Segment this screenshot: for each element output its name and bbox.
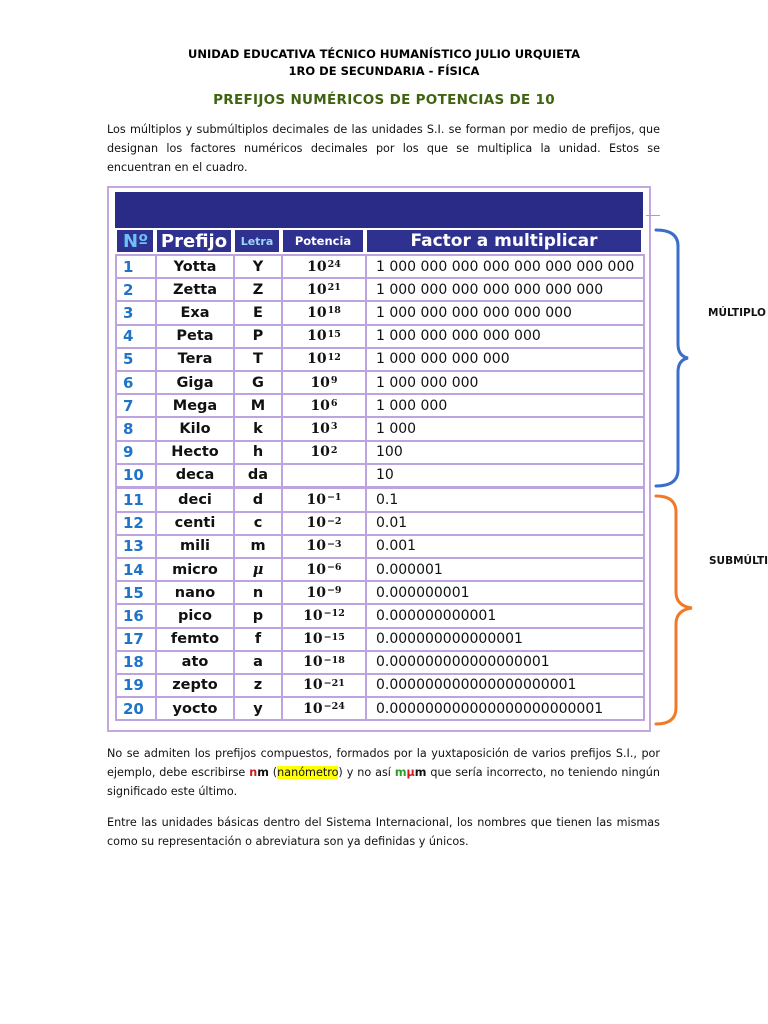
- row-factor: 1 000 000: [365, 393, 645, 418]
- table-row: [115, 347, 643, 370]
- page-title: PREFIJOS NUMÉRICOS DE POTENCIAS DE 10: [213, 92, 555, 108]
- row-letter: Y: [233, 254, 283, 279]
- power-exponent: 24: [327, 259, 341, 271]
- table-row: [115, 440, 643, 463]
- row-factor: 1 000 000 000: [365, 370, 645, 395]
- row-number: 6: [115, 370, 157, 395]
- row-letter: n: [233, 580, 283, 605]
- row-power: [281, 696, 367, 721]
- row-factor: 1 000 000 000 000: [365, 347, 645, 372]
- row-power: [281, 347, 367, 372]
- power-base: 10: [306, 538, 326, 555]
- table-column-headers: [115, 228, 643, 254]
- prefix-table: [107, 186, 651, 732]
- compound-prefix-paragraph: [107, 744, 660, 801]
- col-prefix: Prefijo: [155, 228, 233, 254]
- row-factor: 1 000 000 000 000 000 000: [365, 300, 645, 325]
- power-exponent: −15: [323, 631, 345, 643]
- power-exponent: 18: [327, 305, 341, 317]
- row-factor: 100: [365, 440, 645, 465]
- power-exponent: 12: [327, 351, 341, 363]
- row-prefix: Kilo: [155, 416, 235, 441]
- row-number: 19: [115, 673, 157, 698]
- row-power: [281, 300, 367, 325]
- row-number: 9: [115, 440, 157, 465]
- row-letter: y: [233, 696, 283, 721]
- row-number: 12: [115, 511, 157, 536]
- row-power: [281, 580, 367, 605]
- row-power: [281, 440, 367, 465]
- power-exponent: −12: [323, 608, 345, 620]
- row-factor: 0.000000000000000001: [365, 650, 645, 675]
- row-prefix: pico: [155, 603, 235, 628]
- power-exponent: −2: [326, 515, 342, 527]
- row-prefix: deci: [155, 487, 235, 512]
- mili-m-letter: m: [394, 766, 407, 779]
- row-letter: d: [233, 487, 283, 512]
- row-power: [281, 370, 367, 395]
- row-factor: 0.001: [365, 534, 645, 559]
- row-power: [281, 650, 367, 675]
- row-letter: M: [233, 393, 283, 418]
- row-power: [281, 277, 367, 302]
- power-exponent: −18: [323, 654, 345, 666]
- power-exponent: 15: [327, 328, 341, 340]
- row-factor: 0.000000000000000000001: [365, 673, 645, 698]
- table-row: [115, 534, 643, 557]
- para2-text-b: (: [268, 766, 278, 779]
- row-letter: Z: [233, 277, 283, 302]
- power-base: 10: [310, 420, 330, 437]
- para2-text-a: No se admiten los prefijos compuestos, formados por la yuxtaposición de varios prefijos S.I., por ejemplo, debe escribirse: [107, 747, 660, 779]
- row-letter: P: [233, 324, 283, 349]
- row-factor: 0.000000000000001: [365, 627, 645, 652]
- meter-m-letter: m: [257, 766, 269, 779]
- course-name: 1RO DE SECUNDARIA - FÍSICA: [288, 64, 480, 78]
- row-number: 16: [115, 603, 157, 628]
- power-base: 10: [310, 374, 330, 391]
- table-row: [115, 393, 643, 416]
- row-letter: μ: [233, 557, 283, 582]
- table-row: [115, 277, 643, 300]
- row-factor: 10: [365, 463, 645, 488]
- meter2-m-letter: m: [414, 766, 427, 779]
- table-header-band: [115, 192, 643, 228]
- row-prefix: mili: [155, 534, 235, 559]
- table-row: [115, 580, 643, 603]
- row-letter: p: [233, 603, 283, 628]
- row-prefix: Yotta: [155, 254, 235, 279]
- row-prefix: micro: [155, 557, 235, 582]
- row-prefix: Hecto: [155, 440, 235, 465]
- row-factor: 1 000 000 000 000 000: [365, 324, 645, 349]
- row-number: 11: [115, 487, 157, 512]
- row-number: 5: [115, 347, 157, 372]
- row-power: [281, 324, 367, 349]
- row-number: 7: [115, 393, 157, 418]
- row-power: [281, 487, 367, 512]
- row-factor: 0.000001: [365, 557, 645, 582]
- row-power: [281, 557, 367, 582]
- row-prefix: zepto: [155, 673, 235, 698]
- row-number: 3: [115, 300, 157, 325]
- row-prefix: nano: [155, 580, 235, 605]
- col-letter: Letra: [233, 228, 281, 254]
- row-factor: 0.000000000000000000000001: [365, 696, 645, 721]
- power-base: 10: [306, 491, 326, 508]
- power-base: 10: [307, 304, 327, 321]
- row-prefix: Exa: [155, 300, 235, 325]
- row-letter: m: [233, 534, 283, 559]
- col-power: Potencia: [281, 228, 365, 254]
- stray-mark: [646, 215, 660, 216]
- power-base: 10: [306, 515, 326, 532]
- row-power: [281, 603, 367, 628]
- row-power: [281, 463, 367, 488]
- row-number: 1: [115, 254, 157, 279]
- nano-n-letter: n: [249, 766, 258, 779]
- col-number: Nº: [115, 228, 155, 254]
- table-row: [115, 416, 643, 439]
- table-row: [115, 463, 643, 486]
- table-row: [115, 627, 643, 650]
- power-base: 10: [303, 654, 323, 671]
- row-letter: T: [233, 347, 283, 372]
- para2-text-c: ) y no así: [338, 766, 395, 779]
- row-letter: f: [233, 627, 283, 652]
- row-power: [281, 534, 367, 559]
- row-number: 15: [115, 580, 157, 605]
- row-factor: 0.01: [365, 511, 645, 536]
- row-power: [281, 673, 367, 698]
- row-number: 8: [115, 416, 157, 441]
- para2-text-d: que sería incorrecto, no teniendo ningún significado este último.: [107, 766, 660, 798]
- power-base: 10: [303, 631, 323, 648]
- row-power: [281, 511, 367, 536]
- power-base: 10: [306, 561, 326, 578]
- row-factor: 0.000000000001: [365, 603, 645, 628]
- row-factor: 0.000000001: [365, 580, 645, 605]
- table-row: [115, 673, 643, 696]
- intro-paragraph: Los múltiplos y submúltiplos decimales de las unidades S.I. se forman por medio de prefijos, que designan los factores numéricos decimales por los que se multiplica la unidad. Estos se encuentran en el cuadro.: [107, 123, 660, 174]
- power-base: 10: [310, 444, 330, 461]
- row-factor: 0.1: [365, 487, 645, 512]
- nanometro-highlight: nanómetro: [277, 766, 339, 779]
- row-factor: 1 000: [365, 416, 645, 441]
- row-number: 10: [115, 463, 157, 488]
- table-row: [115, 511, 643, 534]
- table-row: [115, 324, 643, 347]
- row-power: [281, 254, 367, 279]
- power-exponent: −21: [323, 677, 345, 689]
- row-letter: G: [233, 370, 283, 395]
- col-factor: Factor a multiplicar: [365, 228, 643, 254]
- row-letter: z: [233, 673, 283, 698]
- row-power: [281, 627, 367, 652]
- row-prefix: Tera: [155, 347, 235, 372]
- power-exponent: −9: [326, 585, 342, 597]
- power-base: 10: [307, 351, 327, 368]
- row-letter: E: [233, 300, 283, 325]
- power-exponent: 2: [330, 444, 338, 456]
- submultiples-brace: [652, 492, 696, 728]
- power-exponent: 6: [330, 398, 338, 410]
- power-base: 10: [307, 258, 327, 275]
- row-letter: k: [233, 416, 283, 441]
- multiples-brace: [652, 226, 692, 490]
- row-letter: da: [233, 463, 283, 488]
- table-row: [115, 603, 643, 626]
- power-base: 10: [303, 677, 323, 694]
- row-prefix: femto: [155, 627, 235, 652]
- row-prefix: Peta: [155, 324, 235, 349]
- power-exponent: −6: [326, 562, 342, 574]
- power-base: 10: [310, 397, 330, 414]
- row-number: 13: [115, 534, 157, 559]
- row-prefix: ato: [155, 650, 235, 675]
- row-number: 4: [115, 324, 157, 349]
- table-row: [115, 370, 643, 393]
- power-exponent: −3: [326, 538, 342, 550]
- row-prefix: centi: [155, 511, 235, 536]
- power-exponent: −24: [323, 701, 345, 713]
- power-base: 10: [303, 607, 323, 624]
- row-number: 17: [115, 627, 157, 652]
- row-letter: c: [233, 511, 283, 536]
- power-exponent: 21: [327, 282, 341, 294]
- power-base: 10: [307, 328, 327, 345]
- power-exponent: −1: [326, 492, 342, 504]
- power-exponent: 9: [330, 375, 338, 387]
- si-units-paragraph: Entre las unidades básicas dentro del Sistema Internacional, los nombres que tienen las mismas como su representación o abreviatura son ya definidas y únicos.: [107, 816, 660, 848]
- table-row: [115, 487, 643, 510]
- row-number: 14: [115, 557, 157, 582]
- row-prefix: Mega: [155, 393, 235, 418]
- power-base: 10: [307, 281, 327, 298]
- power-base: 10: [303, 700, 323, 717]
- power-base: 10: [306, 584, 326, 601]
- table-row: [115, 300, 643, 323]
- row-factor: 1 000 000 000 000 000 000 000: [365, 277, 645, 302]
- row-number: 2: [115, 277, 157, 302]
- row-factor: 1 000 000 000 000 000 000 000 000: [365, 254, 645, 279]
- table-row: [115, 557, 643, 580]
- row-number: 20: [115, 696, 157, 721]
- row-power: [281, 393, 367, 418]
- row-prefix: yocto: [155, 696, 235, 721]
- row-prefix: Zetta: [155, 277, 235, 302]
- table-row: [115, 650, 643, 673]
- submultiples-label: SUBMÚLTI: [709, 555, 768, 567]
- row-number: 18: [115, 650, 157, 675]
- power-exponent: 3: [330, 421, 338, 433]
- row-prefix: Giga: [155, 370, 235, 395]
- row-power: [281, 416, 367, 441]
- table-body: [115, 254, 643, 719]
- micro-mu-letter: μ: [406, 766, 415, 779]
- row-letter: a: [233, 650, 283, 675]
- school-name: UNIDAD EDUCATIVA TÉCNICO HUMANÍSTICO JULIO URQUIETA: [188, 47, 580, 61]
- row-prefix: deca: [155, 463, 235, 488]
- table-row: [115, 696, 643, 719]
- row-letter: h: [233, 440, 283, 465]
- multiples-label: MÚLTIPLO: [708, 307, 766, 319]
- table-row: [115, 254, 643, 277]
